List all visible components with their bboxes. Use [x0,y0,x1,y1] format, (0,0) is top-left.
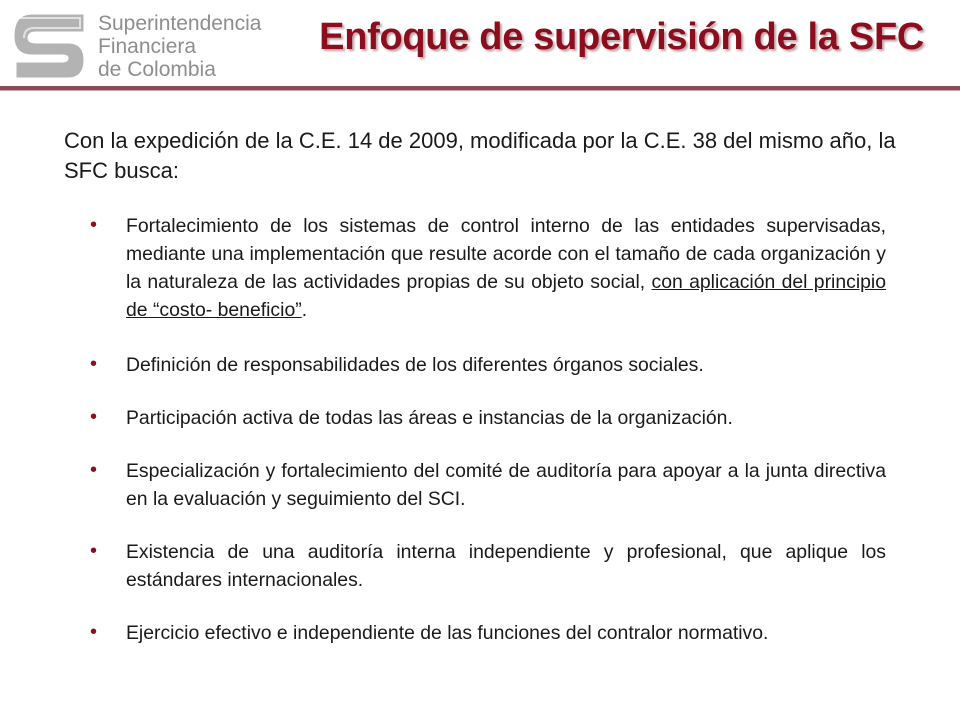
list-item [90,619,886,647]
logo-line-3: de Colombia [98,58,216,81]
list-item [90,404,886,432]
bullet-list [90,212,886,647]
bullet-icon: • [90,214,98,236]
list-item [90,457,886,513]
bullet-text: Ejercicio efectivo e independiente de las funciones del contralor normativo. [126,622,769,644]
logo-line-2: Financiera [98,35,197,58]
logo-line-1: Superintendencia [98,12,262,35]
bullet-underlined-text: con aplicación del principio de “costo- beneficio” [126,271,886,321]
bullet-text: Fortalecimiento de los sistemas de control interno de las entidades supervisadas, mediante una implementación que resulte acorde con el tamaño de cada organización y la naturaleza de las actividades propias de su objeto social, [126,215,886,293]
list-item [90,212,886,324]
list-item [90,538,886,594]
bullet-text: Especialización y fortalecimiento del comité de auditoría para apoyar a la junta directiva en la evaluación y seguimiento del SCI. [126,460,886,510]
bullet-icon: • [90,540,98,562]
header-divider [0,86,960,91]
logo-text [98,12,261,81]
page-title: Enfoque de supervisión de la SFC [319,16,924,58]
bullet-icon: • [90,353,98,375]
bullet-text: Participación activa de todas las áreas e instancias de la organización. [126,407,733,429]
bullet-text: Definición de responsabilidades de los diferentes órganos sociales. [126,354,704,376]
list-item [90,351,886,379]
bullet-icon: • [90,621,98,643]
bullet-icon: • [90,406,98,428]
intro-paragraph: Con la expedición de la C.E. 14 de 2009, modificada por la C.E. 38 del mismo año, la SFC busca: [64,128,896,183]
logo [10,10,262,82]
bullet-end: . [301,299,308,321]
bullet-icon: • [90,459,98,481]
sfc-logo-icon [10,10,88,82]
bullet-text: Existencia de una auditoría interna independiente y profesional, que aplique los estándares internacionales. [126,541,886,591]
